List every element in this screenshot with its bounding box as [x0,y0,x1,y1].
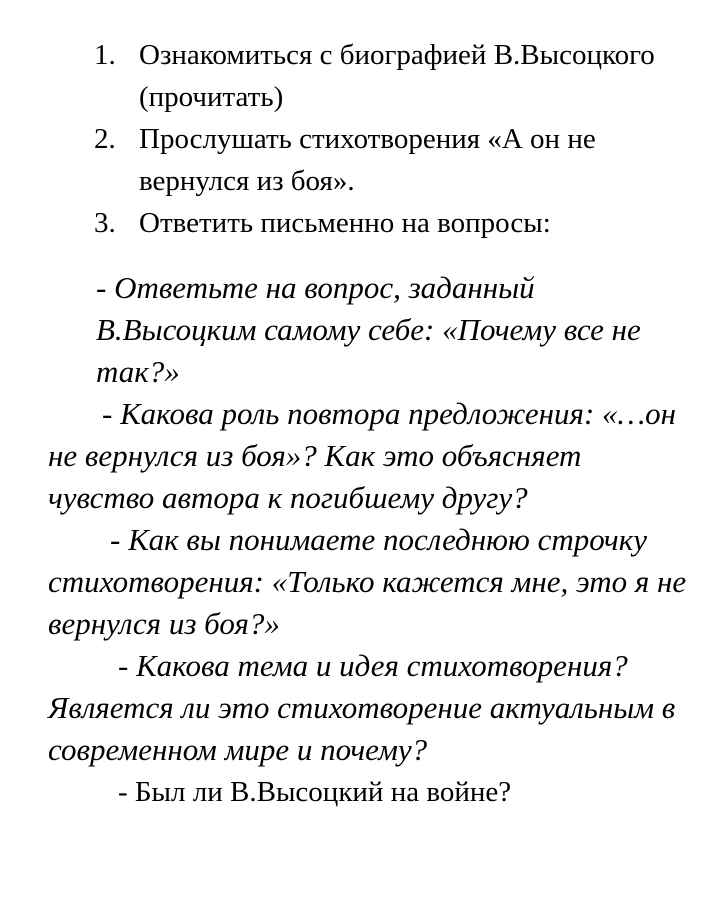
question-2-text: - Какова роль повтора предложения: «…он не вернулся из боя»? Как это объясняет чувство автора к погибшему другу? [48,396,676,515]
question-5: - Был ли В.Высоцкий на войне? [118,776,512,808]
question-4-text: - Какова тема и идея стихотворения? Является ли это стихотворение актуальным в современном мире и почему? [48,648,676,767]
question-list [0,267,706,813]
task-item-3 [0,202,659,244]
task-number: 3. [94,207,116,239]
task-number: 1. [94,39,116,71]
question-2 [0,393,688,519]
task-number: 2. [94,123,116,155]
task-text: Прослушать стихотворения «А он не вернулся из боя». [139,123,596,197]
task-text: Ознакомиться с биографией В.Высоцкого (прочитать) [139,39,655,113]
task-item-1 [0,34,659,118]
task-list [0,34,659,244]
task-text: Ответить письменно на вопросы: [139,207,551,239]
question-3 [0,519,688,645]
question-1: - Ответьте на вопрос, заданный В.Высоцким самому себе: «Почему все не так?» [96,270,641,389]
question-4 [0,645,688,771]
question-3-text: - Как вы понимаете последнюю строчку стихотворения: «Только кажется мне, это я не вернулся из боя?» [48,522,687,641]
task-item-2 [0,118,659,202]
